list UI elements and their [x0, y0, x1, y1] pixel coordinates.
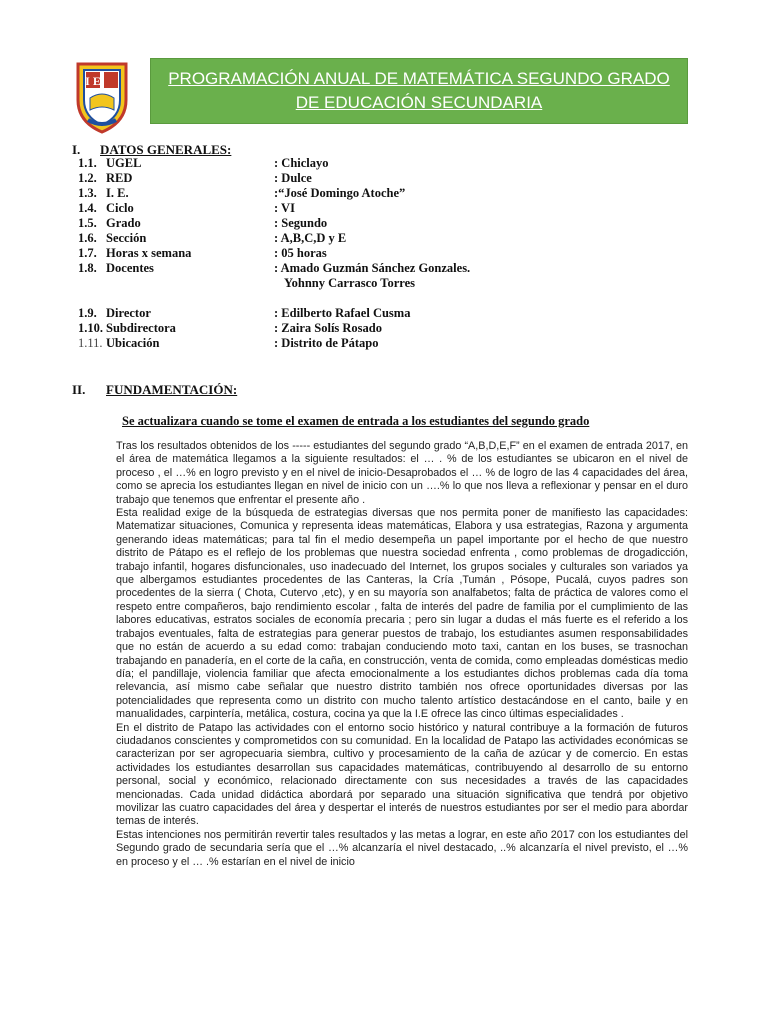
row-label: Ciclo — [106, 201, 134, 215]
data-row-grado — [78, 216, 638, 231]
logo-letter-i: I E — [85, 74, 101, 88]
row-label: Director — [106, 306, 151, 320]
row-value: : Edilberto Rafael Cusma — [274, 306, 411, 320]
data-row-subdirectora — [78, 321, 638, 336]
row-number: 1.1. — [78, 156, 97, 170]
paragraph: Tras los resultados obtenidos de los ----- estudiantes del segundo grado “A,B,D,E,F” en el examen de entrada 2017, en el área de matemática llegamos a la siguiente resultados: el … . % de los estudiantes se ubicaron en el nivel de proceso , el …% en logro previsto y en el nivel de inicio-Desaprobados el … % de logro de las 4 capacidades del área, como se aprecia los estudiantes llegan en nivel de inicio con un ….% lo que nos lleva a reflexionar y pensar en el duro trabajo que tenemos que enfrentar el presente año . — [116, 440, 688, 506]
data-row-ubicacion — [78, 336, 638, 351]
paragraph: En el distrito de Patapo las actividades con el entorno socio histórico y natural contribuye a la formación de futuros ciudadanos conscientes y comprometidos con su comunidad. En la localidad de Patapo las actividades económicas se caracterizan por ser agropecuaria siembra, cultivo y procesamiento de la caña de azúcar y de comercio. En estas actividades los estudiantes desarrollan sus capacidades matemáticas, contribuyendo al desarrollo de su entorno personal, social y económico, relacionado directamente con sus necesidades a través de las capacidades mencionadas. Cada unidad didáctica abordará por separado una situación significativa que tendrá por objetivo movilizar las cuatro capacidades del área y despertar el interés de nuestros estudiantes por ser el medio para abordar temas de interés. — [116, 721, 688, 828]
row-number: 1.11. — [78, 336, 103, 350]
data-row-seccion — [78, 231, 638, 246]
row-value: : Chiclayo — [274, 156, 329, 170]
data-row-docentes-cont — [78, 276, 638, 291]
section-2-title: FUNDAMENTACIÓN: — [106, 382, 238, 397]
row-number: 1.8. — [78, 261, 97, 275]
data-row-ugel — [78, 156, 638, 171]
section-2-heading — [72, 382, 372, 398]
data-row-ie — [78, 186, 638, 201]
row-number: 1.10. — [78, 321, 103, 335]
row-value: : VI — [274, 201, 295, 215]
title-line-2: DE EDUCACIÓN SECUNDARIA — [295, 93, 543, 112]
row-value: : Dulce — [274, 171, 312, 185]
row-value: : Amado Guzmán Sánchez Gonzales. — [274, 261, 471, 275]
section-2-number: II. — [72, 382, 86, 397]
row-value: : A,B,C,D y E — [274, 231, 347, 245]
row-label: I. E. — [106, 186, 129, 200]
data-row-red — [78, 171, 638, 186]
row-number: 1.4. — [78, 201, 97, 215]
title-line-1: PROGRAMACIÓN ANUAL DE MATEMÁTICA SEGUNDO GRADO — [168, 69, 670, 88]
row-number: 1.2. — [78, 171, 97, 185]
row-value: : 05 horas — [274, 246, 327, 260]
row-label: Docentes — [106, 261, 154, 275]
section-1-title: DATOS GENERALES: — [100, 142, 232, 157]
row-number: 1.7. — [78, 246, 97, 260]
data-row-docentes — [78, 261, 638, 276]
title-banner — [150, 58, 688, 124]
row-label: Ubicación — [106, 336, 160, 350]
row-value: : Segundo — [274, 216, 328, 230]
data-row-ciclo — [78, 201, 638, 216]
row-number: 1.6. — [78, 231, 97, 245]
row-value: :“José Domingo Atoche” — [274, 186, 406, 200]
row-label: UGEL — [106, 156, 142, 170]
school-logo — [72, 60, 132, 136]
row-value: : Zaira Solís Rosado — [274, 321, 383, 335]
row-label: Sección — [106, 231, 147, 245]
row-number: 1.3. — [78, 186, 97, 200]
row-value: : Distrito de Pátapo — [274, 336, 379, 350]
row-label: Grado — [106, 216, 141, 230]
paragraph: Estas intenciones nos permitirán revertir tales resultados y las metas a lograr, en este año 2017 con los estudiantes del Segundo grado de secundaria sería que el …% alcanzaría el nivel destacado, ..% alcanzaría el nivel previsto, el …% en proceso y el … .% estarían en el nivel de inicio — [116, 828, 688, 868]
data-row-horas — [78, 246, 638, 261]
section-1-number: I. — [72, 142, 81, 157]
row-number: 1.5. — [78, 216, 97, 230]
paragraph: Esta realidad exige de la búsqueda de estrategias diversas que nos permita poner de manifiesto las capacidades: Matematizar situaciones, Comunica y representa ideas matemáticas, Elabora y usa estrategias, Razona y argumenta generando ideas matemáticas; para tal fin el medio desempeña un papel importante por el hecho de que nuestro distrito de Pátapo es el reflejo de los problemas que nuestra sociedad enfrenta , como problemas de drogadicción, trabajo infantil, hogares disfuncionales, uso inadecuado del Internet, los grupos sociales y culturales son variados ya que albergamos estudiantes procedentes de las Canteras, la Cría ,Tumán , Pósope, Pucalá, cuyos padres son procedentes de la sierra ( Chota, Cutervo ,etc), y en su mayoría son analfabetos; falta de práctica de valores como el respeto entre compañeros, bajo rendimiento escolar , falta de interés del padre de familia por el cumplimiento de las labores educativas, estratos sociales de economía precaria ; pero sin lugar a dudas el más fuerte es el referido a los trabajos eventuales, falta de estrategias para generar puestos de trabajo, los estudiantes asumen responsabilidades que no están de acuerdo a su edad como: trabajan conduciendo moto taxi, cantan en los buses, se trasnochan trabajando en panadería, en el corte de la caña, en construcción, venta de comida, como empleadas domésticas medio día; el pandillaje, violencia familiar que afecta emocionalmente a los estudiantes dichos problemas cada día toma relevancia, así mismo cabe señalar que nuestro distrito también nos ofrece oportunidades diversas por las potencialidades que representa como un distrito con mucho talento artístico destacándose en el canto, baile y en manualidades, carpintería, metálica, costura, cocina ya que la I.E ofrece las cinco últimas especialidades . — [116, 507, 688, 721]
row-label: RED — [106, 171, 133, 185]
fundamentacion-body — [116, 440, 688, 869]
row-label: Horas x semana — [106, 246, 192, 260]
data-row-director — [78, 306, 638, 321]
row-label: Subdirectora — [106, 321, 176, 335]
row-number: 1.9. — [78, 306, 97, 320]
row-value: Yohnny Carrasco Torres — [284, 276, 416, 290]
fundamentacion-subheading: Se actualizara cuando se tome el examen de entrada a los estudiantes del segundo grado — [122, 414, 590, 428]
